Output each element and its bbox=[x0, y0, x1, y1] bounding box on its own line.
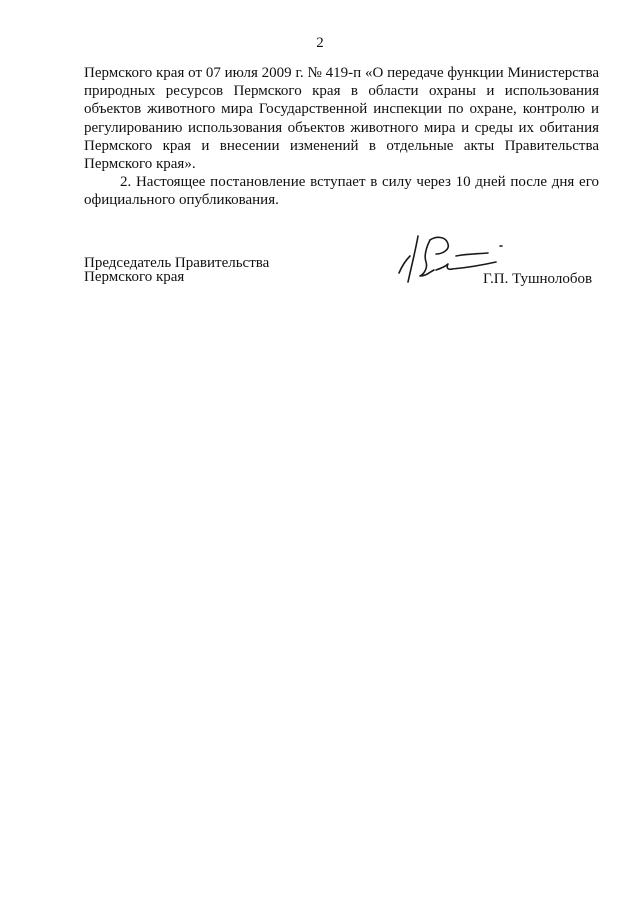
signatory-title-line1: Председатель Правительства bbox=[84, 255, 270, 271]
page-number: 2 bbox=[316, 35, 324, 51]
paragraph-effective-date: 2. Настоящее постановление вступает в силу через 10 дней после дня его официального опубликования. bbox=[84, 174, 599, 209]
document-body bbox=[84, 64, 599, 210]
signer-name: Г.П. Тушнолобов bbox=[483, 271, 593, 287]
signatory-title-line2: Пермского края bbox=[84, 269, 185, 285]
paragraph-continuation: Пермского края от 07 июля 2009 г. № 419-п «О передаче функции Министерства природных ресурсов Пермского края в области охраны и использования объектов животного мира Государственной инспекции по охране, контролю и регулированию использования объектов животного мира и среды их обитания Пермского края и внесении изменений в отдельные акты Правительства Пермского края». bbox=[84, 65, 599, 173]
signatory-title bbox=[84, 256, 269, 284]
